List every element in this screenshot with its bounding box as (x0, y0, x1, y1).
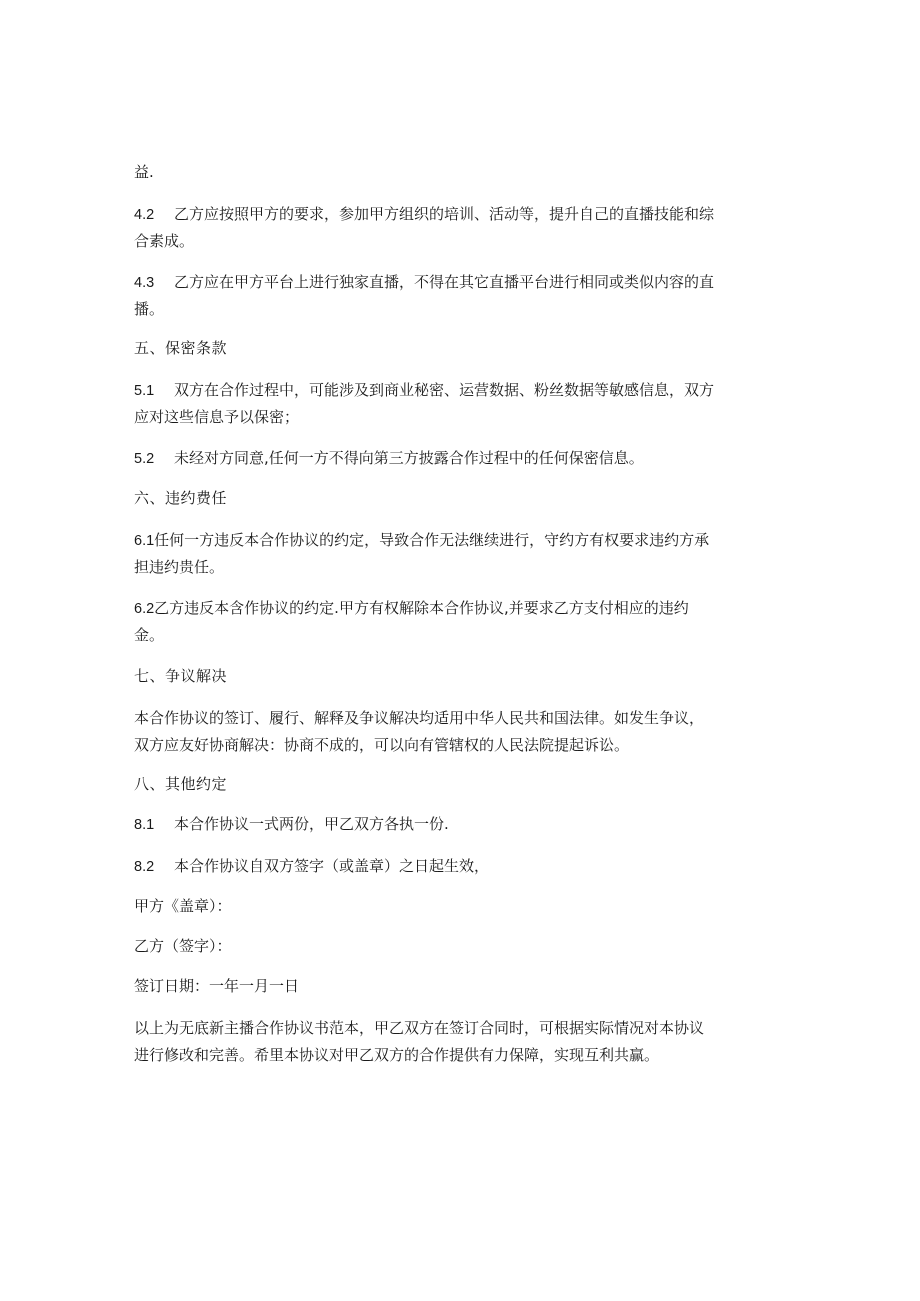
paragraph-line (134, 402, 794, 432)
section-heading-other (134, 769, 794, 799)
heading-text: 五、保密条款 (134, 339, 228, 357)
line-text: 本合作协议自双方签字（或盖章）之日起生效， (174, 857, 490, 875)
paragraph-line (134, 620, 794, 650)
clause-8-2-line (134, 851, 794, 882)
paragraph-line (134, 730, 794, 760)
section-heading-breach (134, 483, 794, 513)
closing-paragraph-line (134, 1040, 794, 1070)
line-text: 本合作协议一式两份，甲乙双方各执一份. (174, 815, 449, 833)
paragraph-line (134, 552, 794, 582)
clause-number: 8.2 (134, 859, 155, 875)
line-text: 金。 (134, 626, 165, 644)
clause-8-1-line (134, 809, 794, 840)
party-a-signature-line (134, 891, 794, 921)
line-text: 签订日期：一年一月一日 (134, 977, 300, 995)
line-text: 乙方应按照甲方的要求，参加甲方组织的培训、活动等，提升自己的直播技能和综 (174, 205, 715, 223)
line-text: 合素成。 (134, 232, 195, 250)
line-text: 乙方违反本含作协议的约定.甲方有权解除本合作协议,并要求乙方支付相应的违约 (154, 599, 689, 617)
paragraph-line (134, 294, 794, 324)
line-text: 以上为无底新主播合作协议书范本，甲乙双方在签订合同时，可根据实际情况对本协议 (134, 1019, 705, 1037)
clause-number: 6.1 (134, 533, 155, 549)
paragraph-line (134, 226, 794, 256)
paragraph-line (134, 157, 794, 187)
party-b-signature-line (134, 931, 794, 961)
signing-date-line (134, 971, 794, 1001)
heading-text: 八、其他约定 (134, 775, 228, 793)
heading-text: 六、违约费任 (134, 489, 228, 507)
line-text: 播。 (134, 300, 165, 318)
section-heading-confidentiality (134, 333, 794, 363)
clause-number: 5.2 (134, 451, 155, 467)
closing-paragraph-line (134, 1013, 794, 1043)
clause-number: 5.1 (134, 383, 155, 399)
heading-text: 七、争议解决 (134, 667, 228, 685)
line-text: 未经对方同意,任何一方不得向第三方披露合作过程中的任何保密信息。 (174, 449, 644, 467)
line-text: 应对这些信息予以保密； (134, 408, 300, 426)
line-text: 双方应友好协商解决：协商不成的，可以向有管辖权的人民法院提起诉讼。 (134, 736, 630, 754)
line-text: 乙方（签字）： (134, 937, 232, 955)
clause-number: 6.2 (134, 601, 155, 617)
paragraph-line (134, 703, 794, 733)
line-text: 甲方《盖章）： (134, 897, 232, 915)
section-heading-dispute (134, 661, 794, 691)
line-text: 担违约贵任。 (134, 558, 225, 576)
line-text: 任何一方违反本合作协议的约定，导致合作无法继续进行，守约方有权要求违约方承 (154, 531, 710, 549)
clause-number: 4.2 (134, 207, 155, 223)
line-text: 本合作协议的签订、履行、解释及争议解决均适用中华人民共和国法律。如发生争议， (134, 709, 705, 727)
line-text: 益. (134, 163, 154, 181)
clause-5-2-line (134, 443, 794, 474)
line-text: 进行修改和完善。希里本协议对甲乙双方的合作提供有力保障，实现互利共赢。 (134, 1046, 660, 1064)
line-text: 乙方应在甲方平台上进行独家直播，不得在其它直播平台进行相同或类似内容的直 (174, 273, 715, 291)
clause-number: 8.1 (134, 817, 155, 833)
line-text: 双方在合作过程中，可能涉及到商业秘密、运营数据、粉丝数据等敏感信息，双方 (174, 381, 715, 399)
clause-number: 4.3 (134, 275, 155, 291)
